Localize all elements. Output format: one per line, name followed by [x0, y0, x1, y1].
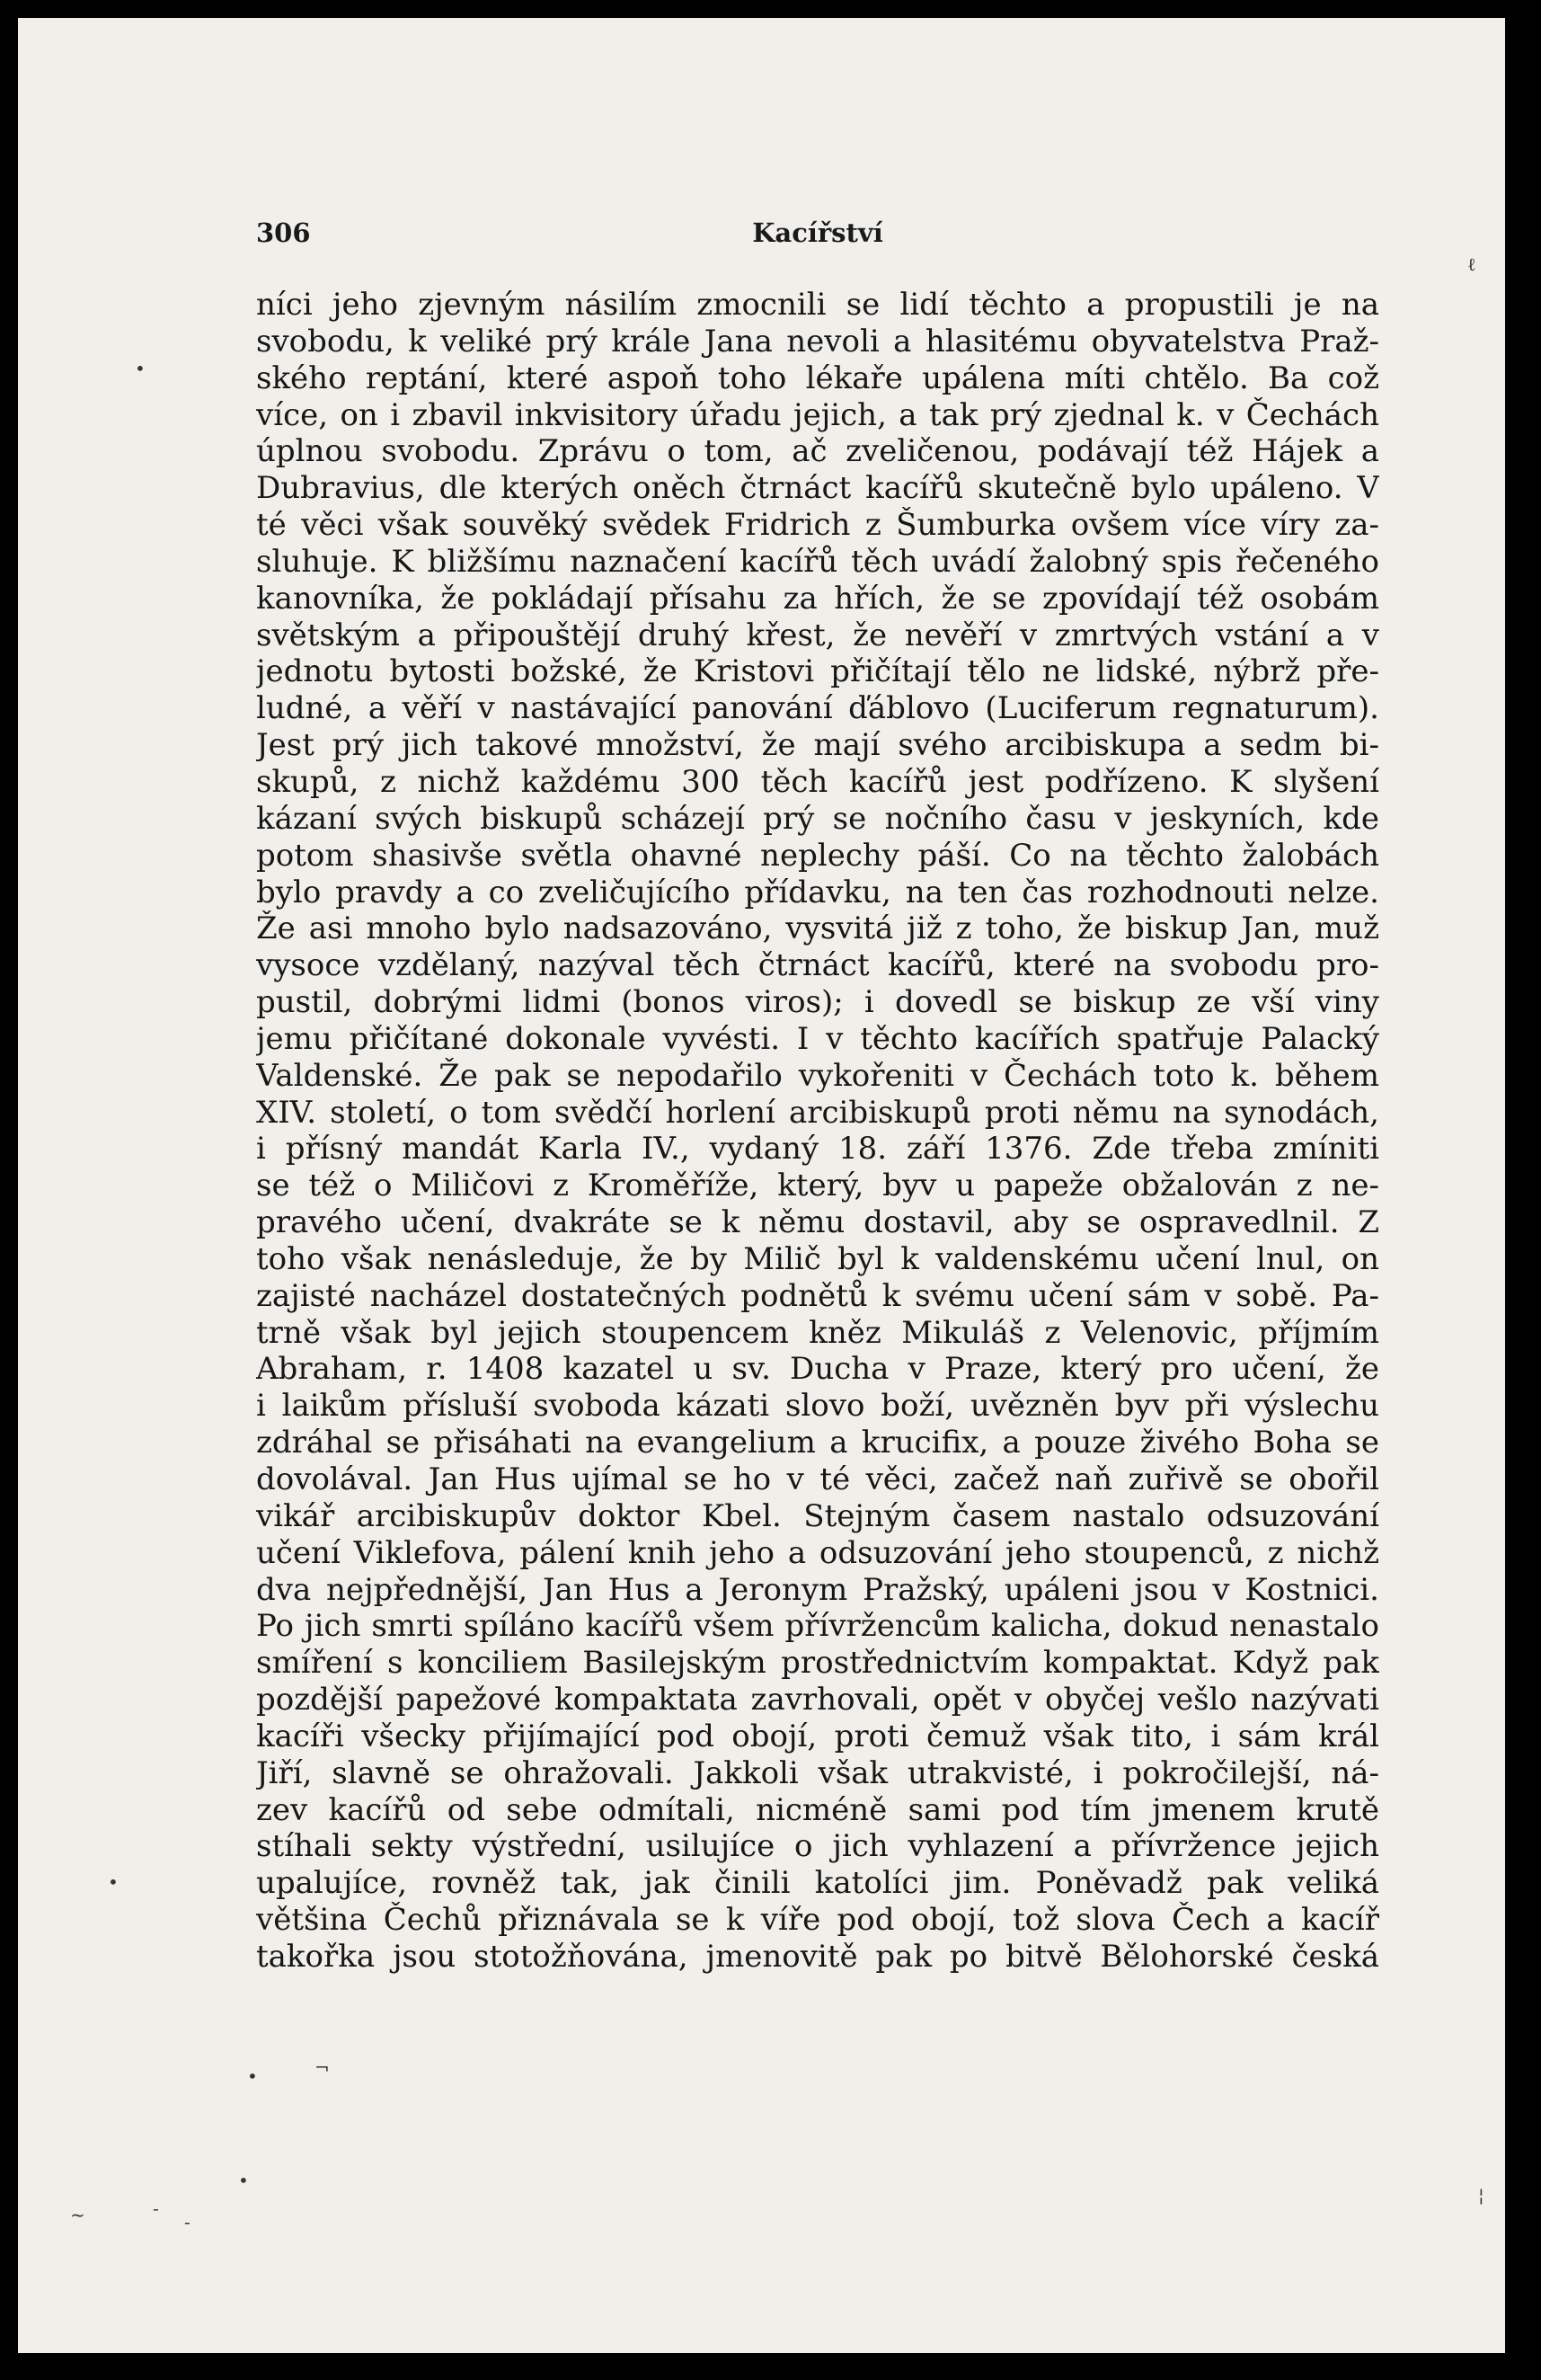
text-line: vikář arcibiskupův doktor Kbel. Stejným časem nastalo odsuzování [256, 1497, 1379, 1534]
text-line: bylo pravdy a co zveličujícího přídavku, na ten čas rozhodnouti nelze. [256, 874, 1379, 910]
page [18, 18, 1505, 2353]
margin-speck: - [184, 2211, 190, 2233]
text-line: ludné, a věří v nastávající panování ďáblovo (Luciferum regnaturum). [256, 690, 1379, 727]
text-line: XIV. století, o tom svědčí horlení arcibiskupů proti němu na synodách, [256, 1094, 1379, 1131]
text-line: pozdější papežové kompaktata zavrhovali, opět v obyčej vešlo nazývati [256, 1682, 1379, 1718]
margin-speck: • [135, 358, 146, 379]
text-line: dovolával. Jan Hus ujímal se ho v té věci, začež naň zuřivě se obořil [256, 1461, 1379, 1497]
margin-speck: • [238, 2170, 249, 2191]
text-line: ského reptání, které aspoň toho lékaře upálena míti chtělo. Ba což [256, 360, 1379, 396]
margin-speck: ¦ [1478, 2184, 1484, 2206]
page-header [256, 218, 1379, 262]
text-line: se též o Miličovi z Kroměříže, který, byv u papeže obžalován z ne- [256, 1168, 1379, 1204]
text-line: většina Čechů přiznávala se k víře pod obojí, tož slova Čech a kacíř [256, 1902, 1379, 1939]
text-line: kázaní svých biskupů scházejí prý se nočního času v jeskyních, kde [256, 800, 1379, 837]
text-line: Jest prý jich takové množství, že mají svého arcibiskupa a sedm bi- [256, 727, 1379, 764]
text-line: pravého učení, dvakráte se k němu dostavil, aby se ospravedlnil. Z [256, 1204, 1379, 1241]
text-line: vysoce vzdělaný, nazýval těch čtrnáct kacířů, které na svobodu pro- [256, 947, 1379, 984]
text-line: upalujíce, rovněž tak, jak činili katolíci jim. Poněvadž pak veliká [256, 1865, 1379, 1902]
text-line: zajisté nacházel dostatečných podnětů k svému učení sám v sobě. Pa- [256, 1277, 1379, 1314]
text-line: více, on i zbavil inkvisitory úřadu jejich, a tak prý zjednal k. v Čechách [256, 396, 1379, 433]
text-line: zev kacířů od sebe odmítali, nicméně sami pod tím jmenem krutě [256, 1791, 1379, 1828]
text-line: svobodu, k veliké prý krále Jana nevoli a hlasitému obyvatelstva Praž- [256, 323, 1379, 360]
text-line: úplnou svobodu. Zprávu o tom, ač zveličenou, podávají též Hájek a [256, 433, 1379, 470]
text-line: i přísný mandát Karla IV., vydaný 18. září 1376. Zde třeba zmíniti [256, 1131, 1379, 1168]
body-text [256, 287, 1379, 1976]
text-line: trně však byl jejich stoupencem kněz Mikuláš z Velenovic, příjmím [256, 1314, 1379, 1351]
text-line: Po jich smrti spíláno kacířů všem přívržencům kalicha, dokud nenastalo [256, 1608, 1379, 1645]
text-line: potom shasivše světla ohavné neplechy páší. Co na těchto žalobách [256, 837, 1379, 874]
text-line: dva nejpřednější, Jan Hus a Jeronym Pražský, upáleni jsou v Kostnici. [256, 1571, 1379, 1608]
text-line: zdráhal se přisáhati na evangelium a krucifix, a pouze živého Boha se [256, 1425, 1379, 1461]
running-head: Kacířství [752, 218, 883, 248]
text-line: světským a připouštějí druhý křest, že nevěří v zmrtvých vstání a v [256, 617, 1379, 653]
text-line: jednotu bytosti božské, že Kristovi přičítají tělo ne lidské, nýbrž pře- [256, 653, 1379, 690]
text-line: jemu přičítané dokonale vyvésti. I v těchto kacířích spatřuje Palacký [256, 1020, 1379, 1057]
text-line: Valdenské. Že pak se nepodařilo vykořeniti v Čechách toto k. během [256, 1057, 1379, 1094]
text-line: níci jeho zjevným násilím zmocnili se lidí těchto a propustili je na [256, 287, 1379, 323]
text-line: Jiří, slavně se ohražovali. Jakkoli však utrakvisté, i pokročilejší, ná- [256, 1754, 1379, 1791]
margin-speck: ℓ [1467, 253, 1476, 275]
text-line: Abraham, r. 1408 kazatel u sv. Ducha v Praze, který pro učení, že [256, 1351, 1379, 1388]
text-line: i laikům přísluší svoboda kázati slovo boží, uvězněn byv při výslechu [256, 1388, 1379, 1425]
page-number: 306 [256, 218, 311, 248]
text-line: kacíři všecky přijímající pod obojí, proti čemuž však tito, i sám král [256, 1718, 1379, 1754]
margin-speck: ~ [70, 2204, 85, 2225]
text-line: smíření s konciliem Basilejským prostřednictvím kompaktat. Když pak [256, 1645, 1379, 1682]
text-line: Že asi mnoho bylo nadsazováno, vysvitá již z toho, že biskup Jan, muž [256, 910, 1379, 947]
text-line: skupů, z nichž každému 300 těch kacířů jest podřízeno. K slyšení [256, 763, 1379, 800]
text-line: toho však nenásleduje, že by Milič byl k valdenskému učení lnul, on [256, 1240, 1379, 1277]
margin-speck: ¬ [314, 2056, 330, 2078]
margin-speck: - [153, 2198, 159, 2219]
text-line: učení Viklefova, pálení knih jeho a odsuzování jeho stoupenců, z nichž [256, 1534, 1379, 1571]
text-line: kanovníka, že pokládají přísahu za hřích, že se zpovídají též osobám [256, 580, 1379, 617]
text-line: Dubravius, dle kterých oněch čtrnáct kacířů skutečně bylo upáleno. V [256, 470, 1379, 507]
text-line: pustil, dobrými lidmi (bonos viros); i dovedl se biskup ze vší viny [256, 984, 1379, 1021]
text-line: sluhuje. K bližšímu naznačení kacířů těch uvádí žalobný spis řečeného [256, 543, 1379, 580]
text-line: té věci však souvěký svědek Fridrich z Šumburka ovšem více víry za- [256, 507, 1379, 544]
margin-speck: • [108, 1871, 119, 1893]
text-line: takořka jsou stotožňována, jmenovitě pak po bitvě Bělohorské česká [256, 1938, 1379, 1975]
margin-speck: • [247, 2065, 258, 2087]
text-line: stíhali sekty výstřední, usilujíce o jich vyhlazení a přívržence jejich [256, 1828, 1379, 1865]
